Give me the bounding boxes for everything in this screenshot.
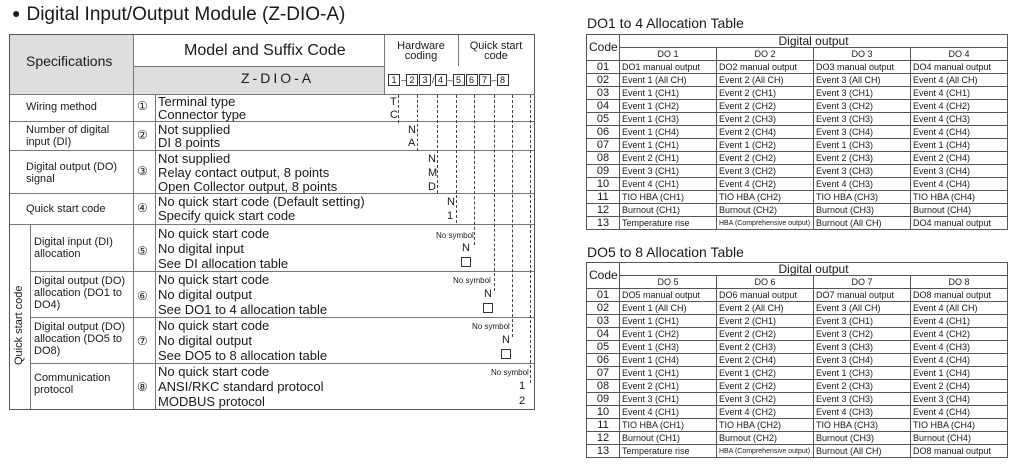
table-row bbox=[587, 178, 1008, 191]
model-header: Model and Suffix Code bbox=[184, 42, 346, 59]
page-title bbox=[12, 4, 345, 26]
allocation-cell: Event 4 (All CH) bbox=[911, 302, 1008, 315]
option-code: 2 bbox=[519, 395, 526, 407]
allocation-cell: Burnout (All CH) bbox=[814, 445, 911, 458]
allocation-cell: Event 1 (CH3) bbox=[620, 341, 717, 354]
do5-8-caption: DO5 to 8 Allocation Table bbox=[587, 244, 744, 260]
suffix-code-boxes: 1 – 2 3 / 4 – 5 6 7 – 8 bbox=[388, 74, 510, 86]
code-cell: 10 bbox=[587, 178, 620, 191]
allocation-cell: Event 2 (CH2) bbox=[717, 380, 814, 393]
allocation-cell: Event 3 (CH2) bbox=[717, 393, 814, 406]
option-text: Connector type bbox=[158, 107, 247, 122]
allocation-cell: Burnout (All CH) bbox=[814, 217, 911, 230]
allocation-cell: Event 1 (CH4) bbox=[911, 139, 1008, 152]
col-header: DO 1 bbox=[620, 48, 717, 61]
code-cell: 12 bbox=[587, 204, 620, 217]
allocation-cell: Event 2 (CH4) bbox=[717, 354, 814, 367]
option-text: Not supplied bbox=[158, 151, 231, 166]
box-symbol-icon bbox=[461, 257, 471, 267]
allocation-cell: Event 4 (CH4) bbox=[911, 126, 1008, 139]
code-cell: 09 bbox=[587, 393, 620, 406]
col-header: DO 6 bbox=[717, 276, 814, 289]
code-cell: 13 bbox=[587, 445, 620, 458]
option-code bbox=[461, 257, 471, 270]
allocation-cell: Burnout (CH1) bbox=[620, 432, 717, 445]
table-row bbox=[587, 302, 1008, 315]
code-cell: 08 bbox=[587, 380, 620, 393]
allocation-cell: Event 4 (CH1) bbox=[911, 87, 1008, 100]
allocation-cell: Burnout (CH4) bbox=[911, 204, 1008, 217]
code-cell: 06 bbox=[587, 126, 620, 139]
allocation-cell: Event 1 (CH1) bbox=[620, 87, 717, 100]
option-code: No symbol bbox=[491, 368, 529, 377]
quick-start-header: Quick start code bbox=[469, 40, 523, 62]
allocation-cell: DO5 manual output bbox=[620, 289, 717, 302]
option-code: 1 bbox=[519, 380, 526, 392]
do1-4-caption: DO1 to 4 Allocation Table bbox=[587, 15, 744, 31]
option-text: Relay contact output, 8 points bbox=[158, 165, 330, 180]
spec-communication-protocol: Communication protocol bbox=[34, 372, 111, 396]
code-header: Code bbox=[587, 263, 620, 289]
suffix-box-6: 6 bbox=[466, 74, 478, 86]
row-number: ① bbox=[137, 99, 148, 113]
option-code: M bbox=[428, 167, 438, 179]
spec-wiring-method: Wiring method bbox=[26, 101, 97, 113]
row-number: ③ bbox=[137, 164, 148, 178]
suffix-box-7: 7 bbox=[479, 74, 491, 86]
row-number: ⑦ bbox=[137, 334, 148, 348]
allocation-cell: Burnout (CH3) bbox=[814, 204, 911, 217]
allocation-cell: Event 3 (CH4) bbox=[814, 354, 911, 367]
code-cell: 07 bbox=[587, 367, 620, 380]
allocation-cell: Event 4 (CH3) bbox=[814, 406, 911, 419]
option-text: No quick start code bbox=[158, 272, 270, 287]
row-number: ⑧ bbox=[137, 380, 148, 394]
allocation-cell: Event 2 (CH3) bbox=[717, 341, 814, 354]
allocation-cell: Event 2 (CH4) bbox=[911, 380, 1008, 393]
option-text: No quick start code (Default setting) bbox=[158, 194, 365, 209]
code-cell: 10 bbox=[587, 406, 620, 419]
allocation-cell: Event 3 (CH3) bbox=[814, 165, 911, 178]
spec-table bbox=[9, 34, 535, 410]
code-cell: 06 bbox=[587, 354, 620, 367]
allocation-cell: HBA (Comprehensive output) bbox=[717, 445, 814, 458]
row-number: ② bbox=[137, 128, 148, 142]
col-header: DO 4 bbox=[911, 48, 1008, 61]
suffix-box-2: 2 bbox=[406, 74, 418, 86]
option-text: Not supplied bbox=[158, 122, 231, 137]
allocation-cell: Event 2 (CH1) bbox=[620, 380, 717, 393]
allocation-cell: Event 4 (CH1) bbox=[911, 315, 1008, 328]
hardware-coding-header: Hardware coding bbox=[397, 40, 445, 62]
code-cell: 09 bbox=[587, 165, 620, 178]
code-cell: 03 bbox=[587, 87, 620, 100]
option-code: N bbox=[462, 242, 470, 254]
col-header: DO 5 bbox=[620, 276, 717, 289]
table-row bbox=[587, 419, 1008, 432]
allocation-cell: Event 4 (CH3) bbox=[814, 178, 911, 191]
allocation-cell: Event 1 (All CH) bbox=[620, 302, 717, 315]
allocation-cell: Event 1 (CH2) bbox=[620, 100, 717, 113]
option-code: No symbol bbox=[436, 231, 474, 240]
box-symbol-icon bbox=[501, 349, 511, 359]
allocation-cell: Event 4 (CH2) bbox=[717, 406, 814, 419]
allocation-cell: Event 3 (CH1) bbox=[814, 87, 911, 100]
option-text: No digital output bbox=[158, 333, 252, 348]
allocation-cell: Event 3 (CH3) bbox=[814, 341, 911, 354]
allocation-cell: Event 2 (CH2) bbox=[717, 100, 814, 113]
option-text: No digital output bbox=[158, 287, 252, 302]
table-row bbox=[587, 289, 1008, 302]
table-row bbox=[587, 328, 1008, 341]
option-text: See DO5 to 8 allocation table bbox=[158, 348, 328, 363]
option-text: Specify quick start code bbox=[158, 208, 296, 223]
col-header: DO 7 bbox=[814, 276, 911, 289]
allocation-cell: DO8 manual output bbox=[911, 289, 1008, 302]
option-text: See DO1 to 4 allocation table bbox=[158, 302, 328, 317]
bullet-icon: ● bbox=[12, 5, 21, 21]
option-code: T bbox=[390, 96, 397, 108]
col-header: DO 8 bbox=[911, 276, 1008, 289]
spec-do-allocation-1-4: Digital output (DO) allocation (DO1 to DO4) bbox=[34, 275, 126, 311]
table-row bbox=[587, 341, 1008, 354]
allocation-cell: Event 2 (All CH) bbox=[717, 302, 814, 315]
table-row bbox=[587, 191, 1008, 204]
table-row bbox=[587, 217, 1008, 230]
suffix-box-8: 8 bbox=[497, 74, 509, 86]
code-cell: 12 bbox=[587, 432, 620, 445]
allocation-cell: TIO HBA (CH2) bbox=[717, 191, 814, 204]
allocation-cell: Event 1 (CH3) bbox=[620, 113, 717, 126]
option-text: No quick start code bbox=[158, 226, 270, 241]
page-title-text: Digital Input/Output Module (Z-DIO-A) bbox=[26, 4, 346, 25]
spec-di-allocation: Digital input (DI) allocation bbox=[34, 236, 113, 261]
spec-do-signal: Digital output (DO) signal bbox=[26, 161, 118, 186]
allocation-cell: DO6 manual output bbox=[717, 289, 814, 302]
allocation-cell: Event 4 (CH2) bbox=[717, 178, 814, 191]
option-code bbox=[483, 303, 493, 316]
allocation-cell: Temperature rise bbox=[620, 445, 717, 458]
option-text: No digital input bbox=[158, 241, 244, 256]
allocation-cell: Event 3 (CH4) bbox=[814, 126, 911, 139]
option-text: No quick start code bbox=[158, 318, 270, 333]
allocation-cell: Burnout (CH1) bbox=[620, 204, 717, 217]
digital-output-header: Digital output bbox=[620, 263, 1008, 276]
allocation-cell: TIO HBA (CH2) bbox=[717, 419, 814, 432]
allocation-cell: DO2 manual output bbox=[717, 61, 814, 74]
allocation-cell: Event 4 (CH1) bbox=[620, 178, 717, 191]
option-code bbox=[501, 349, 511, 362]
spec-do-allocation-5-8: Digital output (DO) allocation (DO5 to DO8) bbox=[34, 321, 126, 357]
option-code: N bbox=[428, 153, 436, 165]
allocation-cell: Event 3 (CH3) bbox=[814, 393, 911, 406]
allocation-cell: DO7 manual output bbox=[814, 289, 911, 302]
allocation-cell: Event 4 (All CH) bbox=[911, 74, 1008, 87]
allocation-cell: DO3 manual output bbox=[814, 61, 911, 74]
table-row bbox=[587, 165, 1008, 178]
table-row bbox=[587, 113, 1008, 126]
row-number: ⑤ bbox=[137, 244, 148, 258]
allocation-cell: Event 2 (CH1) bbox=[717, 87, 814, 100]
code-header: Code bbox=[587, 35, 620, 61]
allocation-cell: DO4 manual output bbox=[911, 61, 1008, 74]
allocation-cell: Event 2 (CH2) bbox=[717, 328, 814, 341]
code-cell: 03 bbox=[587, 315, 620, 328]
allocation-cell: Event 3 (CH2) bbox=[814, 328, 911, 341]
allocation-cell: Event 1 (CH4) bbox=[620, 126, 717, 139]
allocation-cell: Event 4 (CH4) bbox=[911, 354, 1008, 367]
allocation-cell: Event 1 (CH2) bbox=[717, 139, 814, 152]
allocation-cell: Event 2 (CH4) bbox=[911, 152, 1008, 165]
allocation-cell: TIO HBA (CH4) bbox=[911, 191, 1008, 204]
code-cell: 08 bbox=[587, 152, 620, 165]
allocation-cell: Burnout (CH2) bbox=[717, 432, 814, 445]
allocation-cell: Event 1 (CH4) bbox=[911, 367, 1008, 380]
code-cell: 11 bbox=[587, 191, 620, 204]
allocation-cell: TIO HBA (CH1) bbox=[620, 191, 717, 204]
allocation-cell: Event 4 (CH4) bbox=[911, 178, 1008, 191]
allocation-cell: Event 2 (All CH) bbox=[717, 74, 814, 87]
allocation-cell: Event 1 (All CH) bbox=[620, 74, 717, 87]
do5-8-table bbox=[586, 262, 1008, 458]
code-cell: 02 bbox=[587, 74, 620, 87]
option-code: No symbol bbox=[453, 276, 491, 285]
allocation-cell: Event 4 (CH2) bbox=[911, 100, 1008, 113]
table-row bbox=[587, 87, 1008, 100]
allocation-cell: Event 2 (CH3) bbox=[717, 113, 814, 126]
col-header: DO 2 bbox=[717, 48, 814, 61]
table-row bbox=[587, 204, 1008, 217]
model-name: Z-DIO-A bbox=[241, 70, 315, 86]
quick-start-side-label: Quick start code bbox=[13, 285, 25, 365]
allocation-cell: Event 2 (CH1) bbox=[620, 152, 717, 165]
code-cell: 11 bbox=[587, 419, 620, 432]
option-text: See DI allocation table bbox=[158, 256, 289, 271]
option-text: Open Collector output, 8 points bbox=[158, 179, 338, 194]
code-cell: 01 bbox=[587, 61, 620, 74]
option-text: ANSI/RKC standard protocol bbox=[158, 379, 324, 394]
allocation-cell: Event 1 (CH1) bbox=[620, 367, 717, 380]
allocation-cell: TIO HBA (CH3) bbox=[814, 419, 911, 432]
code-cell: 13 bbox=[587, 217, 620, 230]
spec-header: Specifications bbox=[26, 53, 113, 69]
option-code: 1 bbox=[447, 210, 454, 222]
suffix-box-3: 3 bbox=[419, 74, 431, 86]
allocation-cell: Event 2 (CH3) bbox=[814, 380, 911, 393]
table-row bbox=[587, 61, 1008, 74]
code-cell: 05 bbox=[587, 341, 620, 354]
allocation-cell: Event 2 (CH4) bbox=[717, 126, 814, 139]
allocation-cell: Event 3 (All CH) bbox=[814, 302, 911, 315]
table-row bbox=[587, 100, 1008, 113]
allocation-cell: Event 1 (CH4) bbox=[620, 354, 717, 367]
allocation-cell: Event 1 (CH1) bbox=[620, 139, 717, 152]
allocation-cell: Event 3 (CH2) bbox=[717, 165, 814, 178]
allocation-cell: TIO HBA (CH1) bbox=[620, 419, 717, 432]
allocation-cell: Event 3 (CH4) bbox=[911, 165, 1008, 178]
option-code: D bbox=[428, 181, 436, 193]
allocation-cell: Event 3 (All CH) bbox=[814, 74, 911, 87]
table-row bbox=[587, 126, 1008, 139]
allocation-cell: DO4 manual output bbox=[911, 217, 1008, 230]
allocation-cell: TIO HBA (CH4) bbox=[911, 419, 1008, 432]
row-number: ⑥ bbox=[137, 289, 148, 303]
allocation-cell: Event 1 (CH2) bbox=[717, 367, 814, 380]
code-cell: 05 bbox=[587, 113, 620, 126]
allocation-cell: Event 1 (CH3) bbox=[814, 367, 911, 380]
option-code: N bbox=[502, 334, 510, 346]
option-text: MODBUS protocol bbox=[158, 394, 265, 409]
option-code: N bbox=[484, 288, 492, 300]
allocation-cell: HBA (Comprehensive output) bbox=[717, 217, 814, 230]
suffix-box-4: 4 bbox=[435, 74, 447, 86]
allocation-cell: Event 3 (CH1) bbox=[620, 165, 717, 178]
suffix-box-1: 1 bbox=[388, 74, 400, 86]
allocation-cell: Burnout (CH3) bbox=[814, 432, 911, 445]
table-row bbox=[587, 367, 1008, 380]
code-cell: 04 bbox=[587, 328, 620, 341]
allocation-cell: Event 4 (CH3) bbox=[911, 341, 1008, 354]
table-row bbox=[587, 406, 1008, 419]
suffix-box-5: 5 bbox=[453, 74, 465, 86]
allocation-cell: Event 2 (CH2) bbox=[717, 152, 814, 165]
allocation-cell: Event 3 (CH3) bbox=[814, 113, 911, 126]
allocation-cell: Event 1 (CH2) bbox=[620, 328, 717, 341]
allocation-cell: Burnout (CH4) bbox=[911, 432, 1008, 445]
allocation-cell: Event 2 (CH1) bbox=[717, 315, 814, 328]
allocation-cell: DO8 manual output bbox=[911, 445, 1008, 458]
allocation-cell: Event 1 (CH1) bbox=[620, 315, 717, 328]
table-row bbox=[587, 74, 1008, 87]
option-text: Terminal type bbox=[158, 94, 236, 109]
code-cell: 02 bbox=[587, 302, 620, 315]
allocation-cell: Event 2 (CH3) bbox=[814, 152, 911, 165]
option-code: No symbol bbox=[472, 322, 510, 331]
col-header: DO 3 bbox=[814, 48, 911, 61]
table-row bbox=[587, 432, 1008, 445]
table-row bbox=[587, 354, 1008, 367]
allocation-cell: Event 3 (CH1) bbox=[814, 315, 911, 328]
allocation-cell: Event 3 (CH2) bbox=[814, 100, 911, 113]
allocation-cell: Event 1 (CH3) bbox=[814, 139, 911, 152]
allocation-cell: TIO HBA (CH3) bbox=[814, 191, 911, 204]
table-row bbox=[587, 139, 1008, 152]
allocation-cell: Event 4 (CH1) bbox=[620, 406, 717, 419]
option-text: No quick start code bbox=[158, 364, 270, 379]
allocation-cell: Event 3 (CH4) bbox=[911, 393, 1008, 406]
table-row bbox=[587, 393, 1008, 406]
table-row bbox=[587, 152, 1008, 165]
option-text: DI 8 points bbox=[158, 135, 221, 150]
allocation-cell: Event 4 (CH3) bbox=[911, 113, 1008, 126]
allocation-cell: Temperature rise bbox=[620, 217, 717, 230]
code-cell: 01 bbox=[587, 289, 620, 302]
code-cell: 07 bbox=[587, 139, 620, 152]
box-symbol-icon bbox=[483, 303, 493, 313]
option-code: A bbox=[408, 137, 416, 149]
code-cell: 04 bbox=[587, 100, 620, 113]
option-code: N bbox=[408, 124, 416, 136]
row-number: ④ bbox=[137, 201, 148, 215]
option-code: N bbox=[447, 196, 455, 208]
option-code: C bbox=[390, 109, 398, 121]
do1-4-table bbox=[586, 34, 1008, 230]
spec-number-di: Number of digital input (DI) bbox=[26, 124, 110, 149]
allocation-cell: Event 3 (CH1) bbox=[620, 393, 717, 406]
table-row bbox=[587, 315, 1008, 328]
table-row bbox=[587, 380, 1008, 393]
table-row bbox=[587, 445, 1008, 458]
allocation-cell: Event 4 (CH4) bbox=[911, 406, 1008, 419]
allocation-cell: Event 4 (CH2) bbox=[911, 328, 1008, 341]
allocation-cell: Burnout (CH2) bbox=[717, 204, 814, 217]
spec-quick-start-code: Quick start code bbox=[26, 203, 106, 215]
digital-output-header: Digital output bbox=[620, 35, 1008, 48]
allocation-cell: DO1 manual output bbox=[620, 61, 717, 74]
